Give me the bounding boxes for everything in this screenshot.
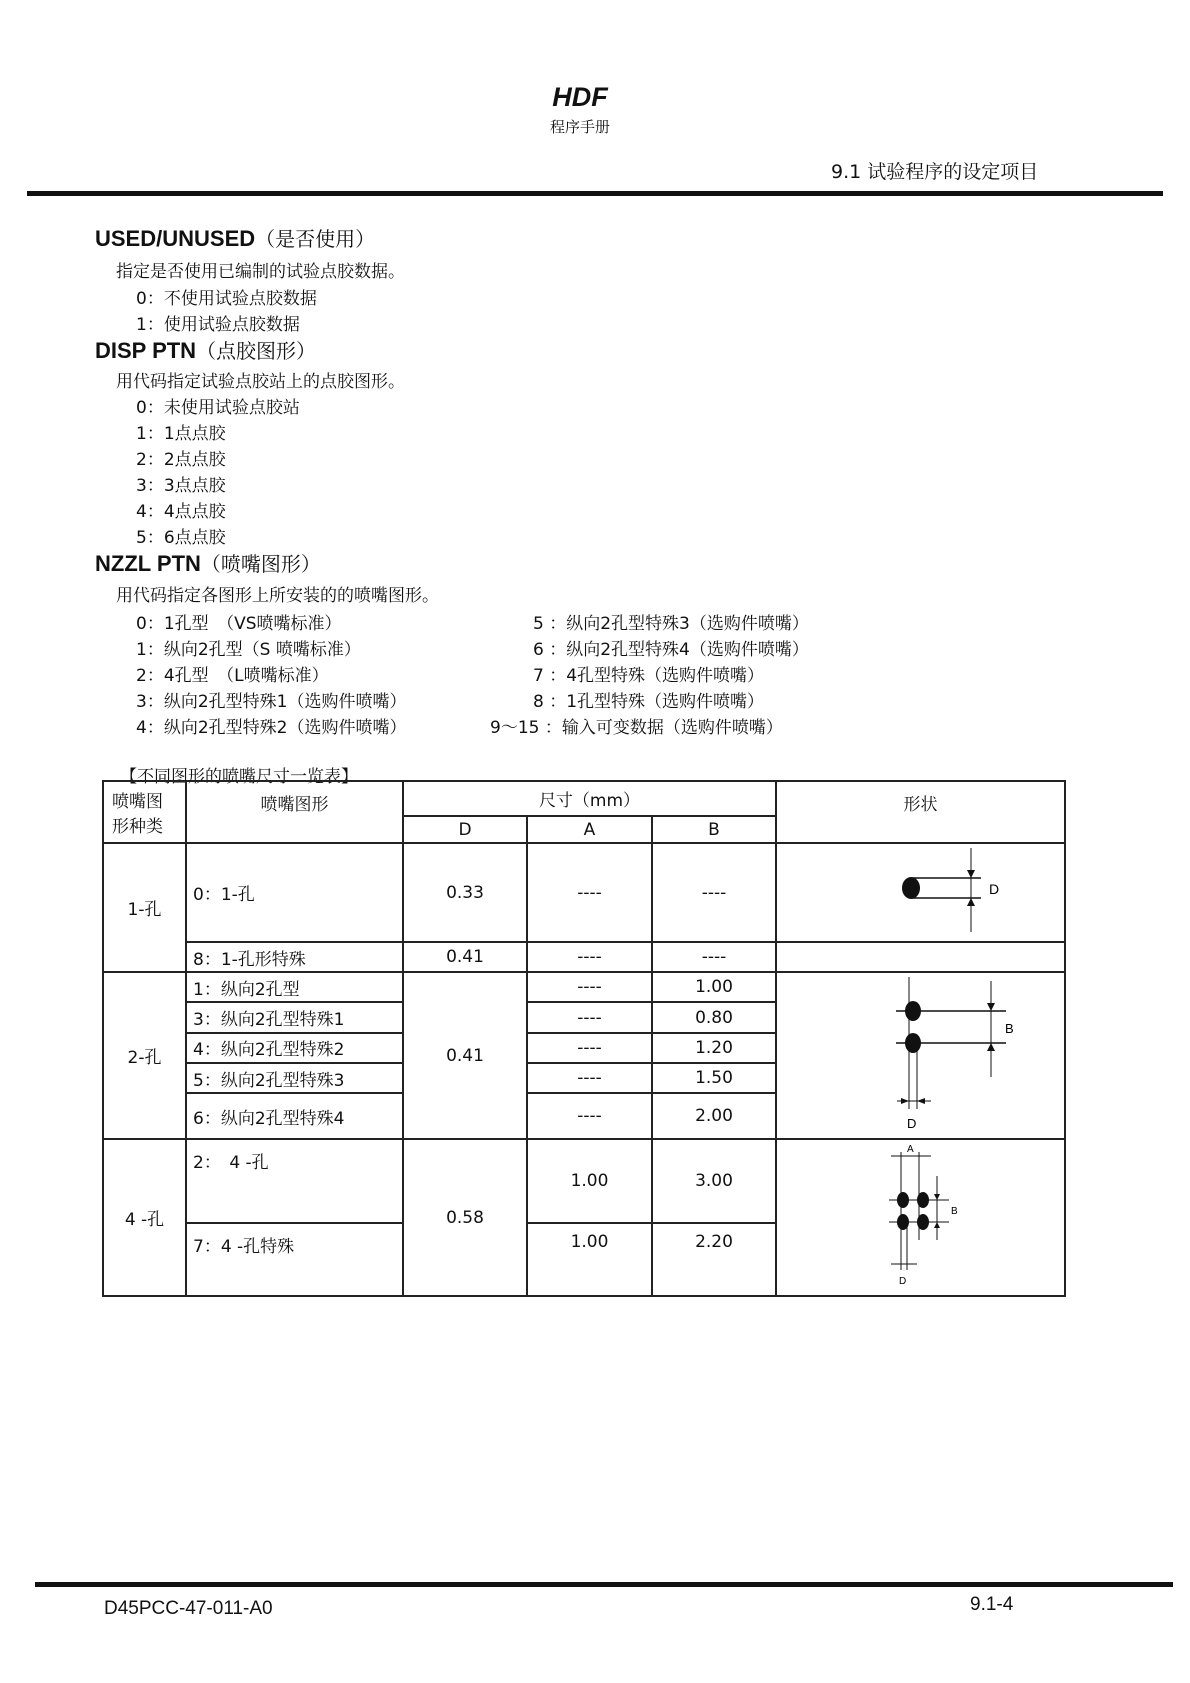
page-number: 9.1-4	[970, 1594, 1014, 1615]
d-cell: 0.33	[403, 843, 527, 942]
a-cell: ----	[527, 1063, 652, 1093]
b-cell: 0.80	[652, 1002, 776, 1032]
header-b: B	[652, 816, 776, 843]
pattern-cell: 6：纵向2孔型特殊4	[186, 1093, 403, 1139]
header-type: 喷嘴图形种类	[103, 781, 186, 843]
d-cell: 0.58	[403, 1139, 527, 1296]
list-item: 5 ：纵向2孔型特殊3（选购件喷嘴）	[533, 614, 809, 634]
nozzle-size-table	[102, 780, 1066, 1297]
nzzl-desc: 用代码指定各图形上所安装的的喷嘴图形。	[116, 586, 439, 606]
list-item: 4：纵向2孔型特殊2（选购件喷嘴）	[136, 718, 407, 738]
b-cell: 1.50	[652, 1063, 776, 1093]
used-desc: 指定是否使用已编制的试验点胶数据。	[116, 262, 405, 282]
type-cell: 2-孔	[103, 972, 186, 1139]
list-item: 2：4孔型 （L喷嘴标准）	[136, 666, 329, 686]
a-cell: ----	[527, 942, 652, 972]
header-d: D	[403, 816, 527, 843]
heading-used: USED/UNUSED（是否使用）	[95, 226, 376, 251]
pattern-cell: 1：纵向2孔型	[186, 972, 403, 1002]
list-item: 0：1孔型 （VS喷嘴标准）	[136, 614, 342, 634]
table-row	[103, 1139, 1065, 1223]
dim-label-d: D	[898, 1276, 906, 1287]
shape-4-hole	[776, 1139, 1065, 1296]
list-item: 9～15 ：输入可变数据（选购件喷嘴）	[490, 718, 783, 738]
doc-subtitle: 程序手册	[549, 118, 610, 136]
pattern-cell: 4：纵向2孔型特殊2	[186, 1033, 403, 1063]
table-row	[103, 972, 1065, 1002]
list-item: 3：3点点胶	[136, 476, 226, 496]
a-cell: ----	[527, 1093, 652, 1139]
list-item: 0：不使用试验点胶数据	[136, 289, 317, 309]
dim-label-a: A	[906, 1144, 914, 1155]
b-cell: 2.00	[652, 1093, 776, 1139]
b-cell: ----	[652, 843, 776, 942]
shape-empty	[776, 942, 1065, 972]
list-item: 1：1点点胶	[136, 424, 226, 444]
pattern-cell: 5：纵向2孔型特殊3	[186, 1063, 403, 1093]
d-cell: 0.41	[403, 942, 527, 972]
a-cell: 1.00	[527, 1223, 652, 1296]
shape-1-hole	[776, 843, 1065, 942]
b-cell: ----	[652, 942, 776, 972]
list-item: 5：6点点胶	[136, 528, 226, 548]
a-cell: ----	[527, 1002, 652, 1032]
dim-label-d: D	[906, 1116, 916, 1131]
type-cell: 1-孔	[103, 843, 186, 972]
list-item: 0：未使用试验点胶站	[136, 398, 300, 418]
a-cell: ----	[527, 972, 652, 1002]
footer-rule	[35, 1582, 1173, 1587]
dim-label-b: B	[1004, 1021, 1014, 1036]
list-item: 8 ：1孔型特殊（选购件喷嘴）	[533, 692, 765, 712]
pattern-cell: 3：纵向2孔型特殊1	[186, 1002, 403, 1032]
list-item: 4：4点点胶	[136, 502, 226, 522]
header-pattern: 喷嘴图形	[186, 781, 403, 843]
header-a: A	[527, 816, 652, 843]
list-item: 6 ：纵向2孔型特殊4（选购件喷嘴）	[533, 640, 809, 660]
heading-nzzl: NZZL PTN（喷嘴图形）	[95, 551, 321, 576]
a-cell: ----	[527, 1033, 652, 1063]
list-item: 1：使用试验点胶数据	[136, 315, 300, 335]
table-row	[103, 942, 1065, 972]
dim-label-b: B	[950, 1206, 958, 1217]
shape-2-hole	[776, 972, 1065, 1139]
type-cell: 4 -孔	[103, 1139, 186, 1296]
pattern-cell: 8：1-孔形特殊	[186, 942, 403, 972]
heading-disp: DISP PTN（点胶图形）	[95, 338, 317, 363]
table-row	[103, 843, 1065, 942]
list-item: 3：纵向2孔型特殊1（选购件喷嘴）	[136, 692, 407, 712]
disp-desc: 用代码指定试验点胶站上的点胶图形。	[116, 372, 405, 392]
list-item: 7 ：4孔型特殊（选购件喷嘴）	[533, 666, 765, 686]
doc-title: HDF	[552, 82, 608, 112]
pattern-cell: 2： 4 -孔	[186, 1139, 403, 1223]
header-rule	[27, 191, 1163, 196]
pattern-cell: 7：4 -孔特殊	[186, 1223, 403, 1296]
d-cell: 0.41	[403, 972, 527, 1139]
table-caption: 【不同图形的喷嘴尺寸一览表】	[120, 767, 358, 787]
a-cell: ----	[527, 843, 652, 942]
a-cell: 1.00	[527, 1139, 652, 1223]
b-cell: 3.00	[652, 1139, 776, 1223]
header-shape: 形状	[776, 781, 1065, 843]
dim-label-d: D	[988, 881, 999, 897]
pattern-cell: 0：1-孔	[186, 843, 403, 942]
header-size: 尺寸（mm）	[403, 781, 776, 816]
doc-number: D45PCC-47-011-A0	[104, 1598, 273, 1619]
list-item: 1：纵向2孔型（S 喷嘴标准）	[136, 640, 361, 660]
b-cell: 2.20	[652, 1223, 776, 1296]
section-title: 9.1 试验程序的设定项目	[831, 161, 1039, 183]
b-cell: 1.20	[652, 1033, 776, 1063]
list-item: 2：2点点胶	[136, 450, 226, 470]
b-cell: 1.00	[652, 972, 776, 1002]
